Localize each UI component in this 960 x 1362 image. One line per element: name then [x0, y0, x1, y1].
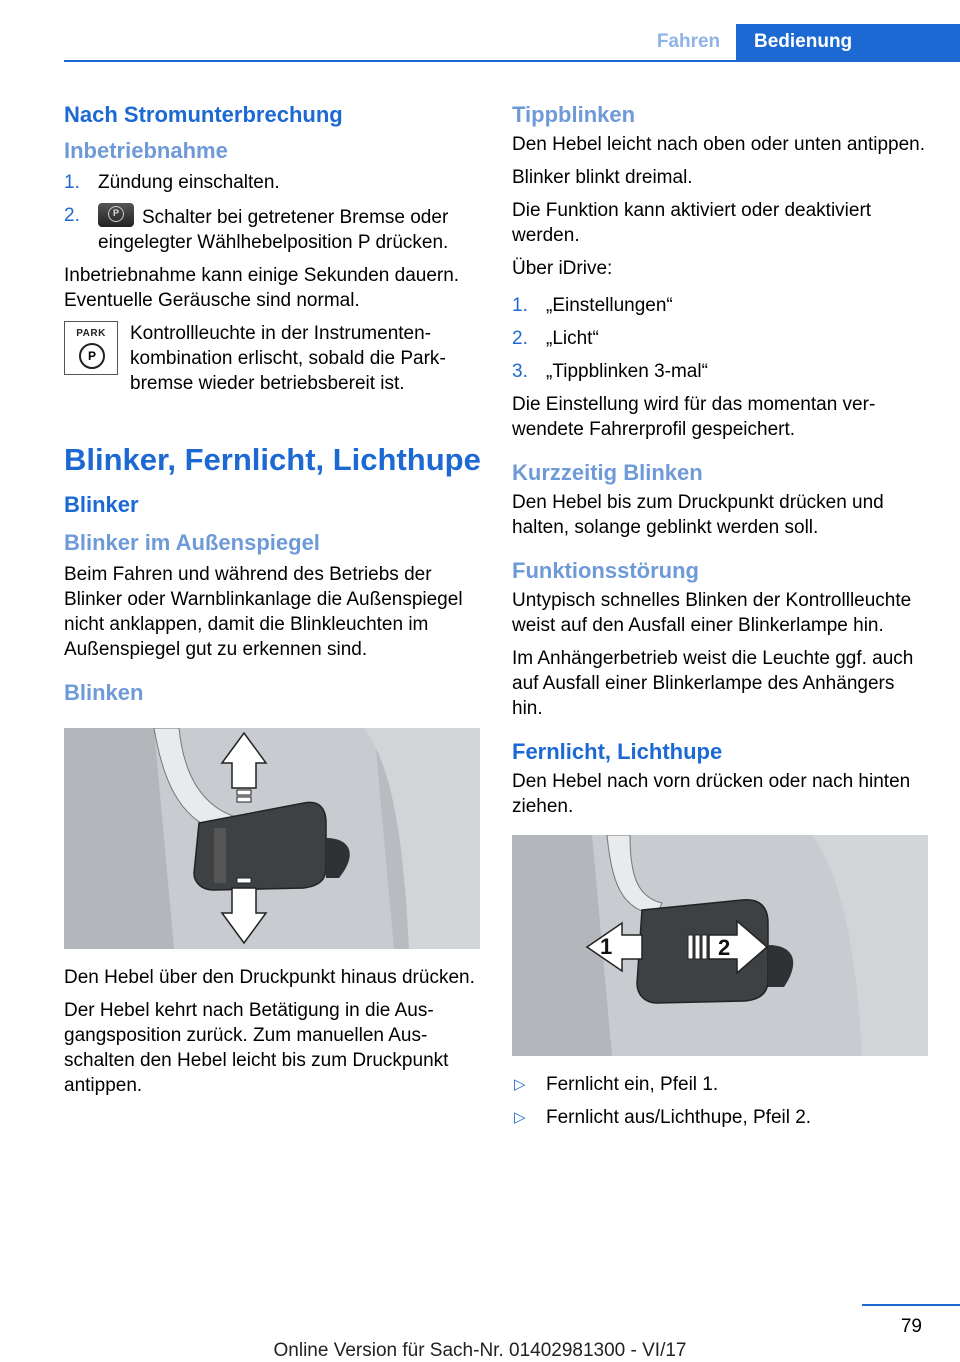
list-item — [512, 1072, 930, 1097]
heading-kurzzeitig-blinken: Kurzzeitig Blinken — [512, 460, 703, 485]
step-number: 2. — [64, 205, 80, 226]
paragraph-tipp-dreimal: Blinker blinkt dreimal. — [512, 167, 693, 188]
tab-bedienung[interactable]: Bedienung — [736, 24, 960, 60]
page-header — [0, 0, 960, 62]
paragraph-tipp-aktiviert: Die Funktion kann aktiviert oder deaktiviert werden. — [512, 200, 872, 246]
list-item — [512, 359, 930, 384]
heading-inbetriebnahme: Inbetriebnahme — [64, 138, 228, 163]
list-item — [64, 203, 482, 255]
heading-funktionsstoerung: Funktionsstörung — [512, 558, 699, 583]
list-item — [512, 326, 930, 351]
parking-brake-switch-icon: P — [98, 203, 134, 227]
list-item — [512, 293, 930, 318]
arrow-label-1: 1 — [600, 934, 613, 959]
idrive-steps — [512, 293, 930, 384]
heading-fernlicht-lichthupe: Fernlicht, Lichthupe — [512, 739, 723, 764]
step-number: 3. — [512, 361, 528, 382]
paragraph-kontrollleuchte: Kontrollleuchte in der Instrumentenkombination erlischt, sobald die Parkbremse wieder betriebsbereit ist. — [130, 323, 446, 394]
paragraph-funktion-kontrollleuchte: Untypisch schnelles Blinken der Kontrollleuchte weist auf den Ausfall einer Blinkerlampe hin. — [512, 590, 912, 636]
step-text: „Einstellungen“ — [546, 295, 673, 316]
step-text: Schalter bei getretener Bremse oder eingelegter Wählhebelposition P drücken. — [98, 207, 449, 253]
heading-blinken: Blinken — [64, 680, 144, 705]
paragraph-hebel-druckpunkt: Den Hebel über den Druckpunkt hinaus drücken. — [64, 967, 475, 988]
park-indicator-icon — [64, 321, 118, 375]
right-column — [512, 100, 930, 1138]
step-number: 1. — [64, 172, 80, 193]
park-icon-symbol: P — [79, 343, 105, 369]
left-column — [64, 100, 482, 1106]
lever-forward-back-drawing — [512, 835, 928, 1056]
tab-fahren[interactable]: Fahren — [656, 31, 721, 52]
paragraph-aussenspiegel: Beim Fahren und während des Betriebs der Blinker oder Warnblinkanlage die Außenspiegel nicht anklappen, damit die Blinkleuchten im Außenspiegel gut zu erkennen sind. — [64, 564, 463, 660]
paragraph-einstellung: Die Einstellung wird für das momentan verwendete Fahrerprofil gespeichert. — [512, 394, 876, 440]
paragraph-fernlicht: Den Hebel nach vorn drücken oder nach hinten ziehen. — [512, 771, 911, 817]
paragraph-kurzzeitig: Den Hebel bis zum Druckpunkt drücken und halten, solange geblinkt werden soll. — [512, 492, 884, 538]
bullet-triangle-icon: ▷ — [514, 1109, 526, 1126]
bullet-text: Fernlicht ein, Pfeil 1. — [546, 1074, 719, 1095]
paragraph-idrive: Über iDrive: — [512, 258, 613, 279]
heading-blinker: Blinker — [64, 492, 139, 517]
footer-rule — [862, 1304, 960, 1306]
page-number: 79 — [900, 1316, 922, 1337]
step-number: 1. — [512, 295, 528, 316]
park-indicator-note — [64, 321, 482, 396]
heading-blinker-aussenspiegel: Blinker im Außenspiegel — [64, 530, 320, 555]
bullet-text: Fernlicht aus/Lichthupe, Pfeil 2. — [546, 1107, 812, 1128]
page-footer — [0, 1300, 960, 1362]
lever-up-down-drawing — [64, 728, 480, 949]
turn-signal-lever-illustration — [64, 728, 480, 949]
arrow-label-2: 2 — [718, 935, 731, 960]
heading-tippblinken: Tippblinken — [512, 102, 636, 127]
heading-blinker-fernlicht-lichthupe: Blinker, Fernlicht, Lichthupe — [64, 442, 481, 477]
fernlicht-bullets — [512, 1072, 930, 1130]
inbetriebnahme-steps — [64, 170, 482, 255]
step-text: „Tippblinken 3-mal“ — [546, 361, 708, 382]
step-text: „Licht“ — [546, 328, 599, 349]
paragraph-tipp-antippen: Den Hebel leicht nach oben oder unten antippen. — [512, 134, 926, 155]
header-rule — [64, 60, 960, 62]
bullet-triangle-icon: ▷ — [514, 1076, 526, 1093]
heading-nach-stromunterbrechung: Nach Stromunterbrechung — [64, 102, 343, 127]
paragraph-hebel-ausgangsposition: Der Hebel kehrt nach Betätigung in die Ausgangsposition zurück. Zum manuellen Ausschalten den Hebel leicht bis zum Druckpunkt antippen. — [64, 1000, 449, 1096]
high-beam-lever-illustration — [512, 835, 928, 1056]
list-item — [512, 1105, 930, 1130]
paragraph-dauern: Inbetriebnahme kann einige Sekunden dauern. Eventuelle Geräusche sind normal. — [64, 265, 460, 311]
park-icon-label: PARK — [76, 328, 106, 339]
step-text: Zündung einschalten. — [98, 172, 280, 193]
step-number: 2. — [512, 328, 528, 349]
online-version-note: Online Version für Sach-Nr. 01402981300 - VI/17 — [273, 1340, 687, 1361]
paragraph-funktion-anhaenger: Im Anhängerbetrieb weist die Leuchte ggf. auch auf Ausfall einer Blinkerlampe des Anhängers hin. — [512, 648, 914, 719]
list-item — [64, 170, 482, 195]
